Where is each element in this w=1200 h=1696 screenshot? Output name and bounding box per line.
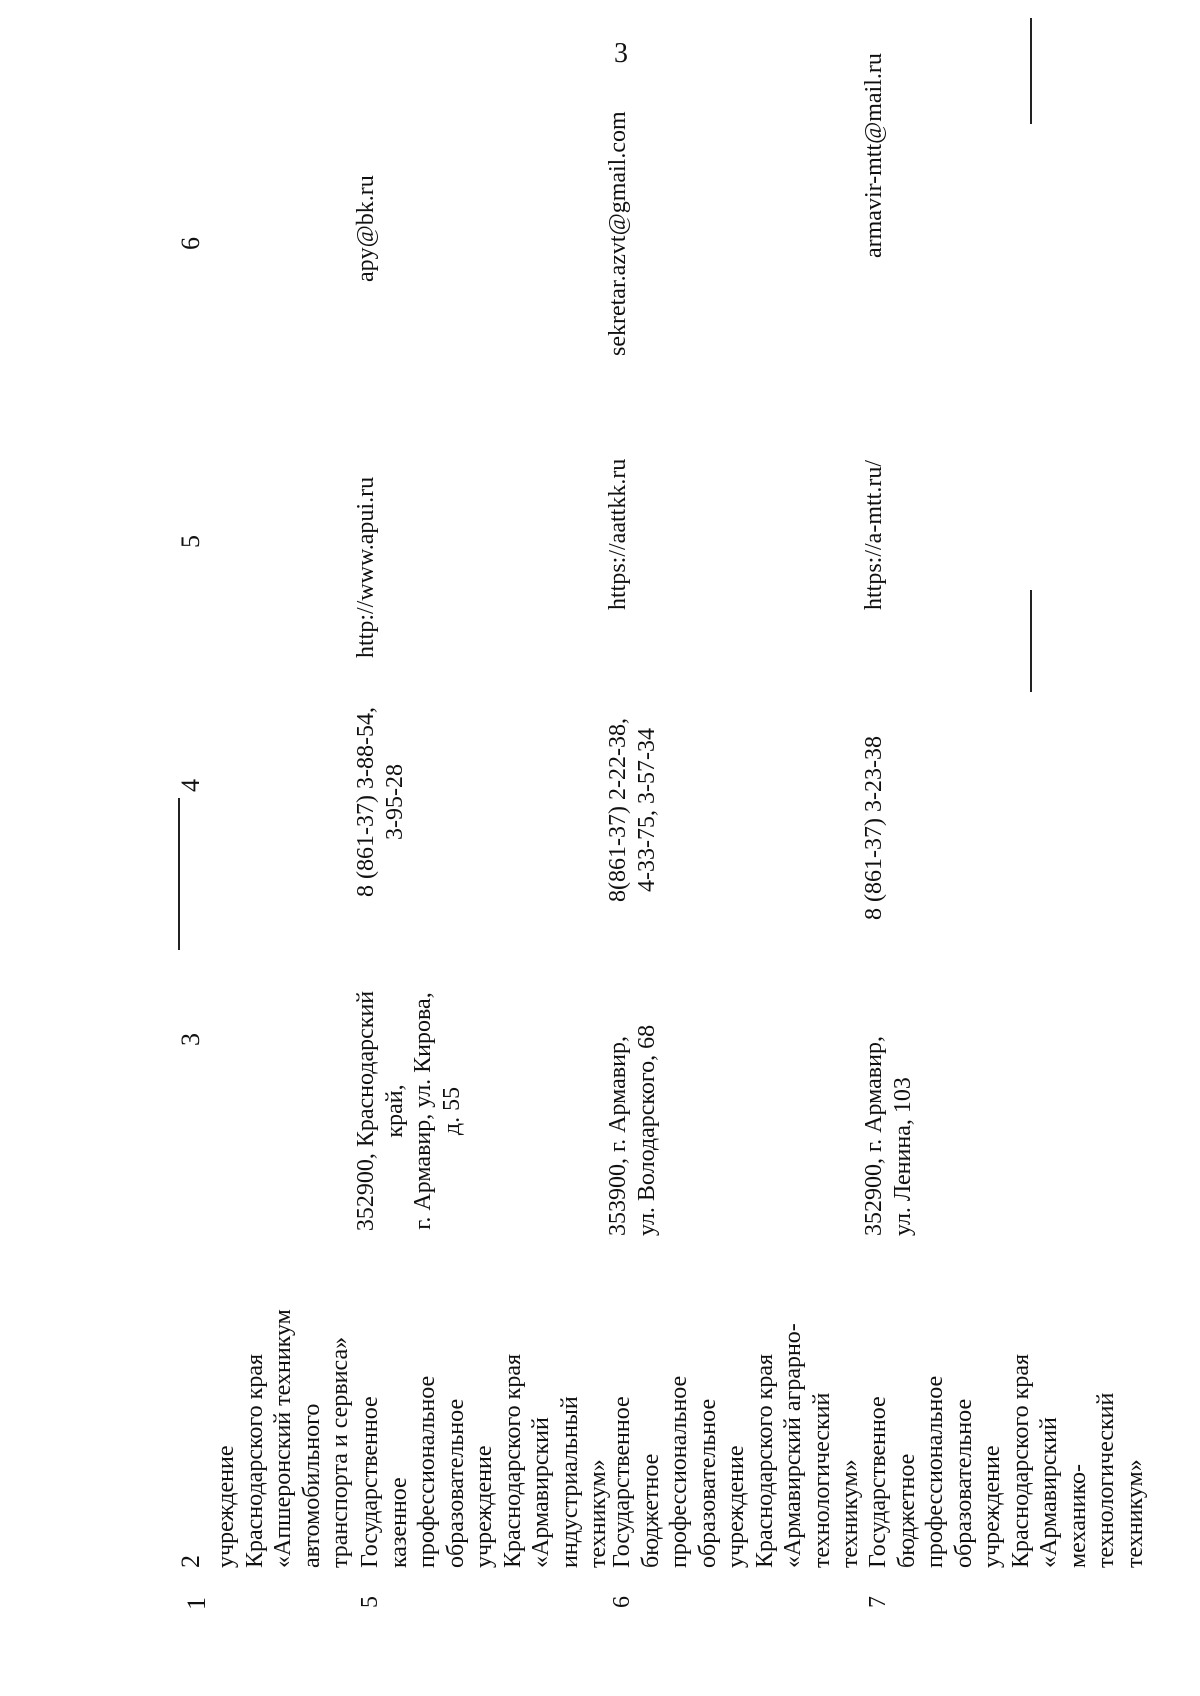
rule-col4-5-bottom [1030, 590, 1032, 692]
row-6-address: 353900, г. Армавир, ул. Володарского, 68 [605, 1024, 660, 1236]
col-number-2: 2 [176, 1555, 205, 1568]
row-5-site[interactable]: http://www.apui.ru [353, 476, 379, 658]
row-6-phone: 8(861-37) 2-22-38, 4-33-75, 3-57-34 [605, 718, 660, 902]
col-number-3: 3 [176, 1033, 205, 1046]
col-number-6: 6 [176, 237, 205, 250]
row-6-name: Государственное бюджетное профессиональное образовательное учреждение Краснодарского края «Армавирский аграрно- технологический техникум» [609, 1323, 863, 1568]
row-7-address: 352900, г. Армавир, ул. Ленина, 103 [861, 1036, 916, 1236]
row-6-email[interactable]: sekretar.azvt@gmail.com [605, 111, 631, 356]
rotated-table [178, 50, 1178, 1610]
row-5-address: 352900, Краснодарский край, г. Армавир, ул. Кирова, д. 55 [353, 990, 465, 1232]
row-7-email[interactable]: armavir-mtt@mail.ru [861, 53, 887, 258]
page-number: 3 [614, 38, 628, 69]
row-5-email[interactable]: apy@bk.ru [353, 175, 379, 282]
row-5-number: 5 [357, 1596, 383, 1608]
row-5-name: Государственное казенное профессиональное образовательное учреждение Краснодарского края «Армавирский индустриальный техникум» [357, 1353, 611, 1568]
row-continuation-name: учреждение Краснодарского края «Апшеронский техникум автомобильного транспорта и сервиса» [213, 1309, 353, 1568]
rule-col3-4 [178, 798, 180, 950]
row-5-phone: 8 (861-37) 3-88-54, 3-95-28 [353, 707, 408, 897]
col-number-4: 4 [176, 779, 205, 792]
col-number-1: 1 [182, 1597, 211, 1610]
col-number-5: 5 [176, 535, 205, 548]
row-7-site[interactable]: https://a-mtt.ru/ [861, 460, 887, 610]
row-7-phone: 8 (861-37) 3-23-38 [861, 736, 887, 920]
row-6-site[interactable]: https://aattkk.ru [605, 458, 631, 610]
row-7-name: Государственное бюджетное профессиональное образовательное учреждение Краснодарского края «Армавирский механико- технологический техникум» [865, 1353, 1148, 1568]
rule-col6-bottom [1030, 18, 1032, 124]
row-6-number: 6 [609, 1596, 635, 1608]
row-7-number: 7 [865, 1596, 891, 1608]
